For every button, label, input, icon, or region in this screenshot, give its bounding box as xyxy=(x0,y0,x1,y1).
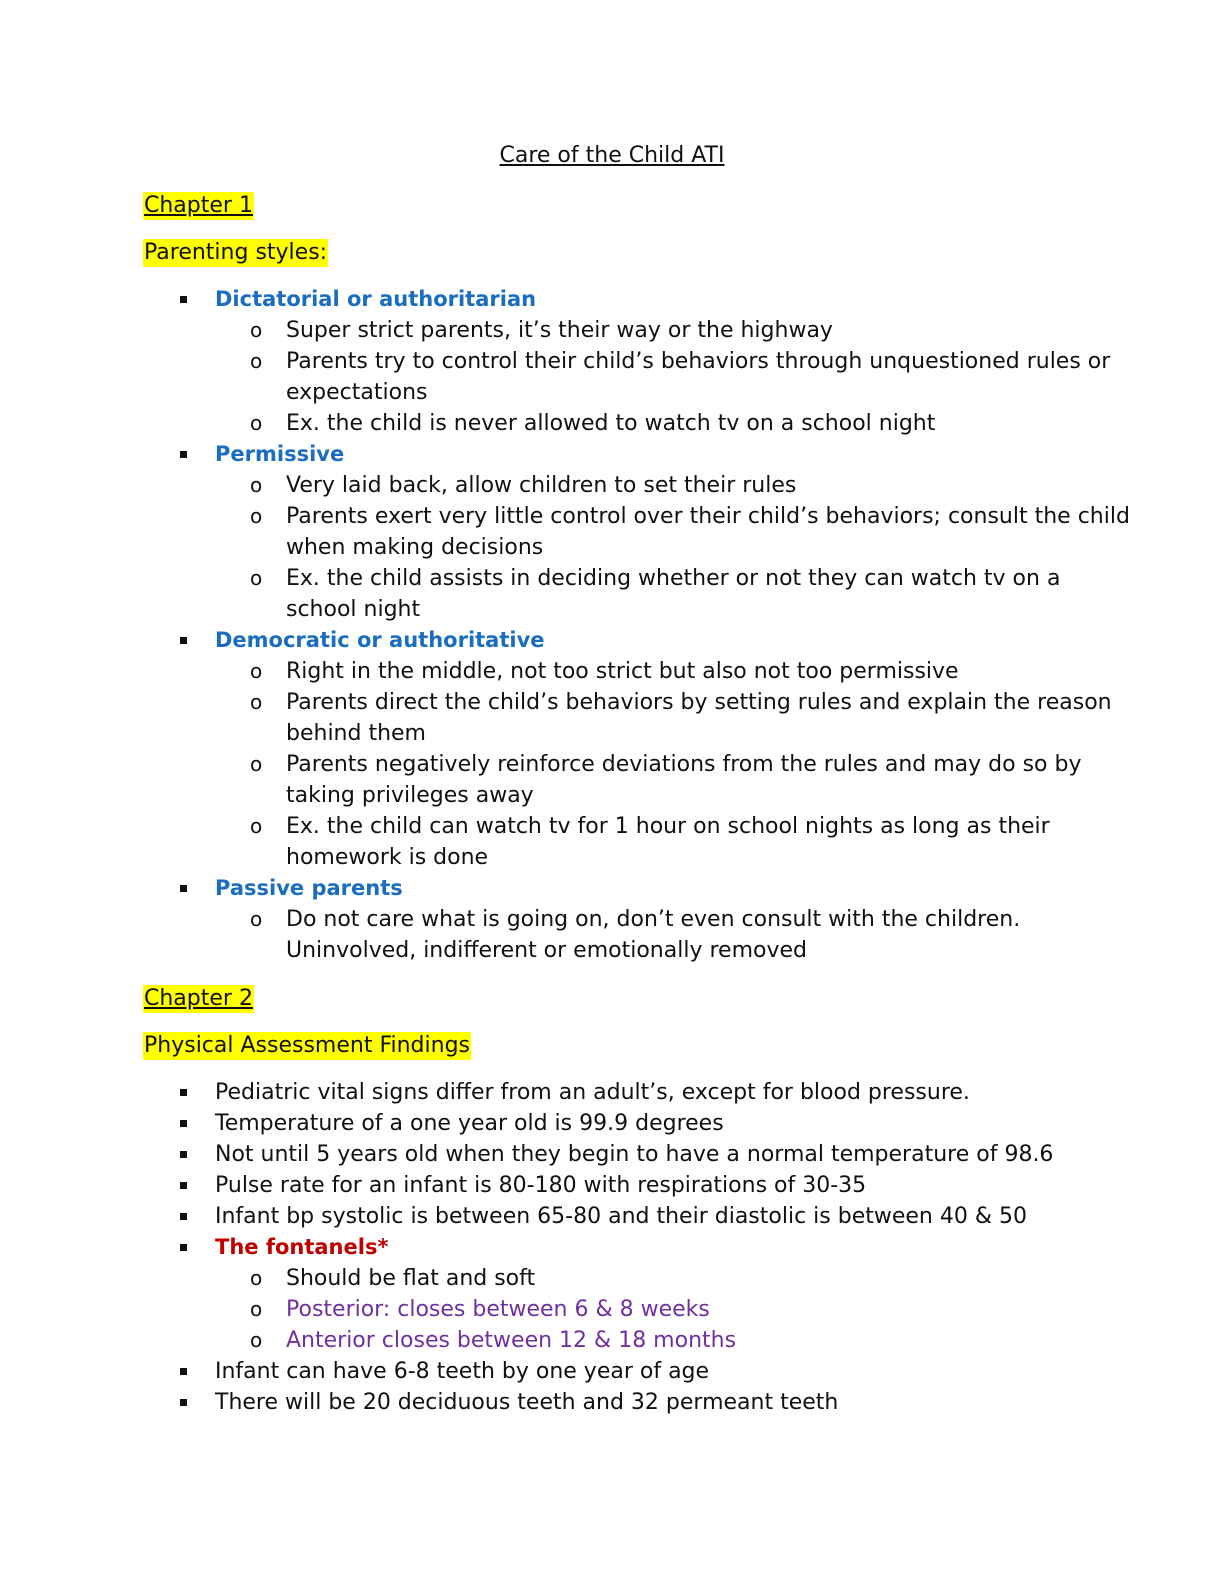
sub-item-text: homework is done xyxy=(286,845,489,870)
square-bullet-icon xyxy=(180,1151,187,1158)
fontanels-heading: The fontanels* xyxy=(215,1235,389,1259)
square-bullet-icon xyxy=(180,885,187,892)
list-item xyxy=(0,1294,1224,1325)
physical-assessment-list xyxy=(0,1077,1224,1418)
sub-item-text: Ex. the child assists in deciding whether or not they can watch tv on a xyxy=(286,566,1061,591)
list-item xyxy=(0,687,1224,718)
sub-item-text: Uninvolved, indifferent or emotionally removed xyxy=(286,938,807,963)
list-item-continuation xyxy=(0,532,1224,563)
list-item xyxy=(0,1077,1224,1108)
parenting-styles-heading: Parenting styles: xyxy=(144,240,328,265)
list-item xyxy=(0,501,1224,532)
circle-bullet-icon: o xyxy=(250,1297,263,1321)
list-item xyxy=(0,470,1224,501)
sub-item-text: Parents direct the child’s behaviors by setting rules and explain the reason xyxy=(286,690,1112,715)
sub-item-text: Do not care what is going on, don’t even consult with the children. xyxy=(286,907,1021,932)
list-item-continuation xyxy=(0,377,1224,408)
circle-bullet-icon: o xyxy=(250,1328,263,1352)
sub-item-text: Posterior: closes between 6 & 8 weeks xyxy=(286,1297,710,1322)
square-bullet-icon xyxy=(180,637,187,644)
parenting-styles-list xyxy=(0,284,1224,966)
square-bullet-icon xyxy=(180,1244,187,1251)
chapter-1-label: Chapter 1 xyxy=(144,193,253,218)
circle-bullet-icon: o xyxy=(250,690,263,714)
style-name: Passive parents xyxy=(215,876,403,900)
item-text: Infant can have 6-8 teeth by one year of age xyxy=(215,1359,710,1384)
circle-bullet-icon: o xyxy=(250,907,263,931)
sub-item-text: Should be flat and soft xyxy=(286,1266,536,1291)
sub-item-text: when making decisions xyxy=(286,535,544,560)
list-item xyxy=(0,346,1224,377)
square-bullet-icon xyxy=(180,1368,187,1375)
list-item xyxy=(0,1263,1224,1294)
list-item xyxy=(0,904,1224,935)
item-text: There will be 20 deciduous teeth and 32 permeant teeth xyxy=(215,1390,839,1415)
square-bullet-icon xyxy=(180,1399,187,1406)
sub-item-text: behind them xyxy=(286,721,426,746)
sub-item-text: Very laid back, allow children to set their rules xyxy=(286,473,797,498)
list-item xyxy=(0,749,1224,780)
sub-item-text: Ex. the child can watch tv for 1 hour on school nights as long as their xyxy=(286,814,1050,839)
physical-assessment-heading: Physical Assessment Findings xyxy=(144,1033,471,1058)
list-item xyxy=(0,563,1224,594)
circle-bullet-icon: o xyxy=(250,1266,263,1290)
list-item xyxy=(0,315,1224,346)
sub-item-text: Right in the middle, not too strict but also not too permissive xyxy=(286,659,959,684)
sub-item-text: Ex. the child is never allowed to watch tv on a school night xyxy=(286,411,936,436)
list-item xyxy=(0,1139,1224,1170)
circle-bullet-icon: o xyxy=(250,752,263,776)
list-item xyxy=(0,1170,1224,1201)
sub-item-text: Anterior closes between 12 & 18 months xyxy=(286,1328,737,1353)
circle-bullet-icon: o xyxy=(250,473,263,497)
list-item xyxy=(0,1356,1224,1387)
sub-item-text: school night xyxy=(286,597,421,622)
circle-bullet-icon: o xyxy=(250,411,263,435)
list-item xyxy=(0,439,1224,470)
list-item xyxy=(0,1201,1224,1232)
style-name: Dictatorial or authoritarian xyxy=(215,287,537,311)
circle-bullet-icon: o xyxy=(250,566,263,590)
list-item xyxy=(0,873,1224,904)
list-item xyxy=(0,1108,1224,1139)
sub-item-text: Parents exert very little control over their child’s behaviors; consult the child xyxy=(286,504,1130,529)
item-text: Not until 5 years old when they begin to have a normal temperature of 98.6 xyxy=(215,1142,1054,1167)
list-item xyxy=(0,1232,1224,1263)
square-bullet-icon xyxy=(180,1120,187,1127)
list-item xyxy=(0,408,1224,439)
list-item xyxy=(0,656,1224,687)
square-bullet-icon xyxy=(180,1182,187,1189)
list-item-continuation xyxy=(0,842,1224,873)
square-bullet-icon xyxy=(180,296,187,303)
list-item xyxy=(0,625,1224,656)
list-item xyxy=(0,1387,1224,1418)
sub-item-text: Super strict parents, it’s their way or the highway xyxy=(286,318,833,343)
item-text: Infant bp systolic is between 65-80 and their diastolic is between 40 & 50 xyxy=(215,1204,1027,1229)
circle-bullet-icon: o xyxy=(250,504,263,528)
list-item-continuation xyxy=(0,780,1224,811)
item-text: Temperature of a one year old is 99.9 degrees xyxy=(215,1111,724,1136)
sub-item-text: Parents try to control their child’s behaviors through unquestioned rules or xyxy=(286,349,1111,374)
item-text: Pulse rate for an infant is 80-180 with respirations of 30-35 xyxy=(215,1173,867,1198)
item-text: Pediatric vital signs differ from an adult’s, except for blood pressure. xyxy=(215,1080,970,1105)
sub-item-text: expectations xyxy=(286,380,428,405)
circle-bullet-icon: o xyxy=(250,814,263,838)
style-name: Permissive xyxy=(215,442,345,466)
square-bullet-icon xyxy=(180,1089,187,1096)
list-item-continuation xyxy=(0,935,1224,966)
chapter-2-label: Chapter 2 xyxy=(144,986,253,1011)
list-item-continuation xyxy=(0,718,1224,749)
sub-item-text: Parents negatively reinforce deviations from the rules and may do so by xyxy=(286,752,1082,777)
list-item xyxy=(0,1325,1224,1356)
style-name: Democratic or authoritative xyxy=(215,628,545,652)
circle-bullet-icon: o xyxy=(250,349,263,373)
list-item-continuation xyxy=(0,594,1224,625)
square-bullet-icon xyxy=(180,1213,187,1220)
sub-item-text: taking privileges away xyxy=(286,783,534,808)
page-title: Care of the Child ATI xyxy=(499,143,725,168)
circle-bullet-icon: o xyxy=(250,318,263,342)
square-bullet-icon xyxy=(180,451,187,458)
circle-bullet-icon: o xyxy=(250,659,263,683)
list-item xyxy=(0,811,1224,842)
list-item xyxy=(0,284,1224,315)
